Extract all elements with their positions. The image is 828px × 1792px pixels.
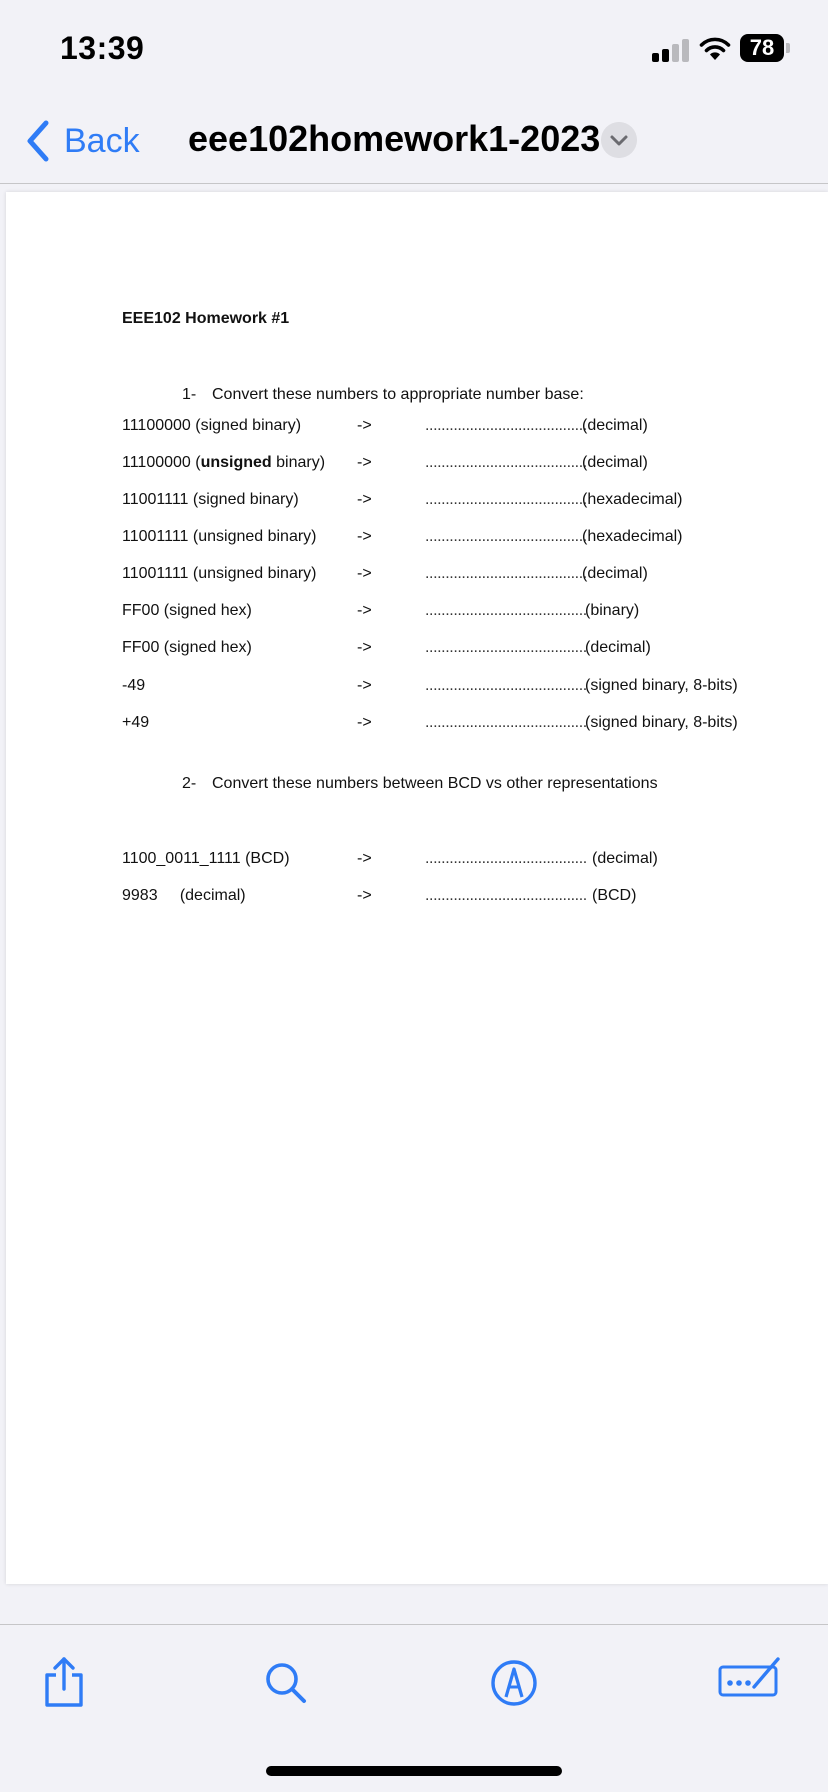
markup-icon[interactable] [484, 1653, 544, 1713]
conversion-row [122, 887, 782, 909]
question-text: Convert these numbers to appropriate number base: [212, 386, 584, 403]
document-title[interactable]: eee102homework1-2023 [188, 118, 601, 159]
target-base: (decimal) [592, 850, 658, 867]
chevron-left-icon [24, 119, 52, 163]
source-text: +49 [122, 714, 150, 731]
source-text: 11100000 (signed binary) [122, 417, 302, 434]
conversion-row [122, 714, 782, 736]
answer-blank: ........................................ [425, 887, 587, 904]
source-number [122, 565, 317, 583]
question-number: 2- [182, 775, 197, 792]
arrow: -> [357, 887, 372, 904]
arrow: -> [357, 491, 372, 508]
source-number [122, 417, 301, 435]
source-number [122, 454, 325, 472]
source-number [122, 491, 299, 509]
question-text: Convert these numbers between BCD vs other representations [212, 775, 658, 792]
answer-blank: ........................................ [425, 639, 587, 656]
target-base: (decimal) [585, 639, 651, 656]
conversion-row [122, 454, 782, 476]
answer-blank: ........................................ [425, 850, 587, 867]
source-text: 11100000 ( [122, 454, 201, 471]
battery-level: 78 [749, 35, 775, 60]
share-icon[interactable] [34, 1653, 94, 1713]
answer-blank: ........................................ [425, 602, 587, 619]
source-text: 11001111 (unsigned binary) [122, 528, 317, 545]
target-base: (signed binary, 8-bits) [585, 714, 738, 731]
source-text: 11001111 (signed binary) [122, 491, 299, 508]
cellular-signal-icon [652, 38, 692, 62]
conversion-row [122, 677, 782, 699]
source-text: FF00 (signed hex) [122, 639, 252, 656]
status-time: 13:39 [60, 30, 145, 66]
source-number [122, 602, 252, 620]
arrow: -> [357, 528, 372, 545]
status-bar [0, 0, 828, 100]
conversion-row [122, 565, 782, 587]
arrow: -> [357, 677, 372, 694]
answer-blank: ........................................ [425, 565, 587, 582]
target-base: (hexadecimal) [582, 528, 683, 545]
arrow: -> [357, 714, 372, 731]
signature-icon[interactable] [716, 1653, 784, 1713]
arrow: -> [357, 565, 372, 582]
target-base: (BCD) [592, 887, 637, 904]
answer-blank: ........................................ [425, 528, 587, 545]
source-number [122, 639, 252, 657]
arrow: -> [357, 639, 372, 656]
target-base: (hexadecimal) [582, 491, 683, 508]
target-base: (decimal) [582, 454, 648, 471]
question-number: 1- [182, 386, 197, 403]
answer-blank: ........................................ [425, 491, 587, 508]
target-base: (decimal) [582, 417, 648, 434]
source-text: FF00 (signed hex) [122, 602, 252, 619]
arrow: -> [357, 602, 372, 619]
source-number [122, 887, 246, 905]
document-page[interactable] [6, 192, 828, 1584]
source-text: 9983 (decimal) [122, 887, 246, 904]
answer-blank: ........................................ [425, 417, 587, 434]
back-label: Back [64, 121, 140, 160]
home-indicator[interactable] [266, 1766, 562, 1776]
arrow: -> [357, 850, 372, 867]
navigation-bar [0, 100, 828, 184]
source-text: 11001111 (unsigned binary) [122, 565, 317, 582]
target-base: (signed binary, 8-bits) [585, 677, 738, 694]
target-base: (binary) [585, 602, 640, 619]
source-number [122, 528, 317, 546]
nav-divider [0, 183, 828, 184]
answer-blank: ........................................ [425, 454, 587, 471]
back-button[interactable] [24, 116, 140, 166]
arrow: -> [357, 417, 372, 434]
answer-blank: ........................................ [425, 677, 587, 694]
conversion-row [122, 528, 782, 550]
source-number [122, 677, 145, 695]
homework-heading: EEE102 Homework #1 [122, 310, 290, 327]
battery-icon [740, 34, 784, 62]
wifi-icon [698, 34, 732, 62]
source-number [122, 714, 149, 732]
conversion-row [122, 602, 782, 624]
chevron-down-icon[interactable] [601, 122, 637, 158]
answer-blank: ........................................ [425, 714, 587, 731]
search-icon[interactable] [256, 1653, 316, 1713]
arrow: -> [357, 454, 372, 471]
target-base: (decimal) [582, 565, 648, 582]
battery-cap [786, 43, 790, 53]
conversion-row [122, 417, 782, 439]
conversion-row [122, 850, 782, 872]
conversion-row [122, 639, 782, 661]
source-text: -49 [122, 677, 146, 694]
source-number [122, 850, 290, 868]
source-text: 1100_0011_1111 (BCD) [122, 850, 290, 867]
conversion-row [122, 491, 782, 513]
source-text: binary) [271, 454, 326, 471]
source-emphasis: unsigned [200, 454, 272, 471]
